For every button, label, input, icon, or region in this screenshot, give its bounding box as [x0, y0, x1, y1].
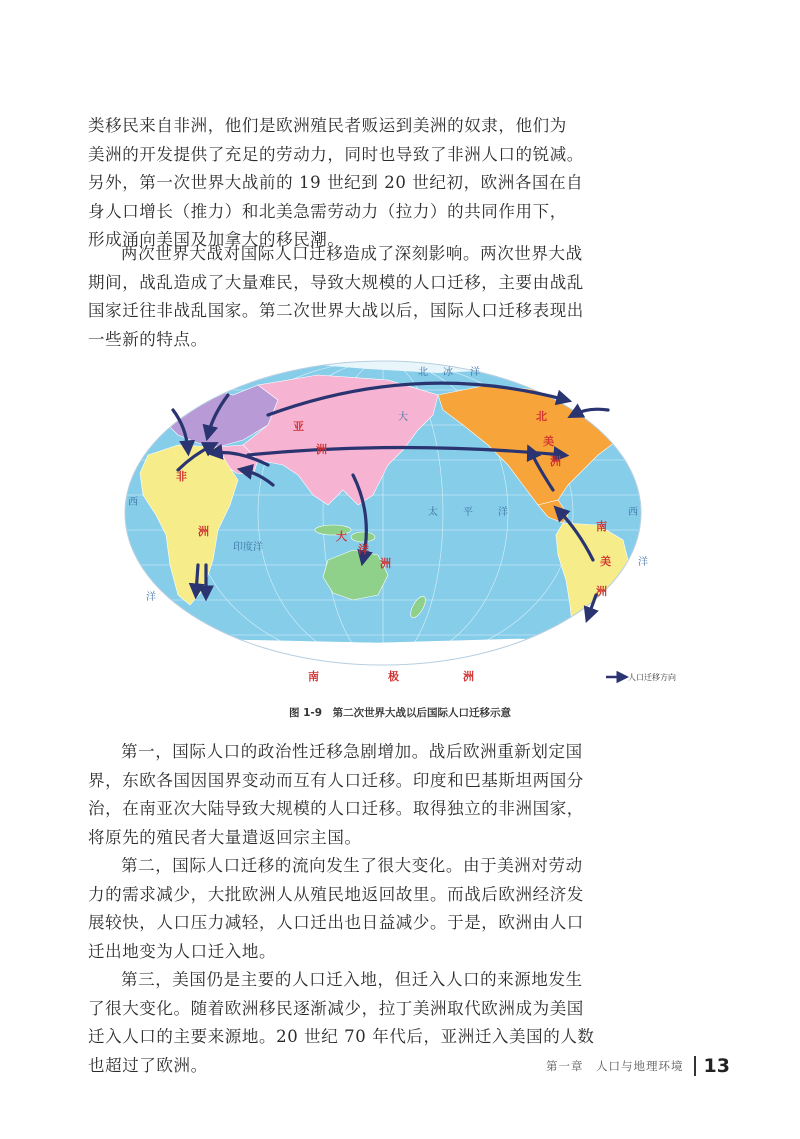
ocean-label-atlantic-right-2: 洋	[638, 557, 648, 568]
world-map-svg	[118, 355, 693, 690]
text-line: 第一，国际人口的政治性迁移急剧增加。战后欧洲重新划定国	[121, 742, 583, 761]
continent-label-antarctica-2: 极	[388, 670, 399, 683]
text-line: 力的需求减少，大批欧洲人从殖民地返回故里。而战后欧洲经济发	[88, 884, 584, 904]
continent-label-antarctica-1: 南	[308, 670, 319, 683]
legend-label: 人口迁移方向	[628, 673, 676, 682]
figure-caption: 图 1-9 第二次世界大战以后国际人口迁移示意	[288, 707, 512, 719]
page-footer	[546, 1055, 730, 1077]
continent-label-sa-2: 美	[600, 555, 611, 568]
greenland-landmass	[573, 370, 638, 403]
text-line: 美洲的开发提供了充足的劳动力，同时也导致了非洲人口的锐减。	[88, 144, 584, 164]
text-line: 界，东欧各国因国界变动而互有人口迁移。印度和巴基斯坦两国分	[88, 770, 584, 790]
continent-label-na-3: 洲	[550, 455, 561, 468]
ocean-label-indian: 印度洋	[233, 542, 263, 553]
text-line: 国家迁往非战乱国家。第二次世界大战以后，国际人口迁移表现出	[88, 301, 584, 320]
text-line: 身人口增长（推力）和北美急需劳动力（拉力）的共同作用下，	[88, 201, 567, 221]
text-line: 了很大变化。随着欧洲移民逐渐减少，拉丁美洲取代欧洲成为美国	[88, 998, 584, 1018]
ocean-label-pacific-2: 平	[463, 507, 473, 518]
continent-label-na-2: 美	[543, 435, 554, 448]
continent-label-na-1: 北	[536, 410, 547, 423]
continent-label-africa-1: 非	[176, 470, 187, 483]
text-line: 第二，国际人口迁移的流向发生了很大变化。由于美洲对劳动	[121, 856, 583, 875]
continent-label-antarctica-3: 洲	[463, 670, 474, 683]
migration-map	[118, 355, 693, 690]
text-line: 期间，战乱造成了大量难民，导致大规模的人口迁移，主要由战乱	[88, 272, 584, 292]
text-line: 迁入人口的主要来源地。20 世纪 70 年代后，亚洲迁入美国的人数	[88, 1027, 595, 1046]
continent-label-oceania-3: 洲	[380, 557, 391, 570]
continent-label-oceania-2: 洋	[358, 543, 369, 556]
text-line: 形成涌向美国及加拿大的移民潮。	[88, 230, 345, 249]
continent-label-oceania-1: 大	[336, 530, 347, 543]
text-line: 展较快，人口压力减轻，人口迁出也日益减少。于是，欧洲由人口	[88, 913, 584, 932]
text-line: 两次世界大战对国际人口迁移造成了深刻影响。两次世界大战	[121, 244, 583, 263]
continent-label-asia-2: 洲	[316, 443, 327, 456]
arrow-canada	[573, 409, 608, 415]
text-line: 将原先的殖民者大量遣返回宗主国。	[88, 827, 362, 847]
ocean-label-pacific-3: 洋	[498, 507, 508, 518]
text-line: 迁出地变为人口迁入地。	[88, 941, 277, 961]
ocean-label-atlantic-left-2: 洋	[146, 592, 156, 603]
text-line: 第三，美国仍是主要的人口迁入地，但迁入人口的来源地发生	[121, 970, 583, 989]
text-line: 一些新的特点。	[88, 329, 208, 349]
continent-label-sa-1: 南	[596, 520, 607, 533]
ocean-label-atlantic-right-1: 西	[628, 507, 638, 518]
arrow-south-africa-2	[196, 565, 198, 593]
continent-label-sa-3: 洲	[596, 585, 607, 598]
ocean-label-pacific-1: 太	[428, 507, 438, 518]
ocean-label-arctic-1: 北	[418, 367, 428, 378]
paragraph-1	[88, 112, 728, 255]
text-line: 治，在南亚次大陆导致大规模的人口迁移。取得独立的非洲国家，	[88, 799, 584, 818]
paragraph-2	[88, 240, 728, 354]
continent-label-asia-1: 亚	[293, 420, 304, 433]
paragraph-3	[88, 738, 728, 852]
ocean-label-arctic-3: 洋	[470, 367, 480, 378]
chapter-title: 第一章 人口与地理环境	[546, 1059, 684, 1073]
ocean-label-arctic-2: 冰	[443, 367, 453, 378]
paragraph-4	[88, 852, 728, 966]
ocean-label-west-pacific: 大	[398, 412, 408, 423]
island	[351, 532, 375, 542]
text-line: 另外，第一次世界大战前的 19 世纪到 20 世纪初，欧洲各国在自	[88, 173, 584, 192]
page-number: 13	[703, 1055, 730, 1077]
continent-label-africa-2: 洲	[198, 525, 209, 538]
footer-divider	[694, 1056, 696, 1076]
text-line: 类移民来自非洲，他们是欧洲殖民者贩运到美洲的奴隶，他们为	[88, 116, 567, 135]
text-line: 也超过了欧洲。	[88, 1055, 208, 1075]
ocean-label-atlantic-left-1: 西	[128, 497, 138, 508]
map-legend	[606, 672, 676, 682]
